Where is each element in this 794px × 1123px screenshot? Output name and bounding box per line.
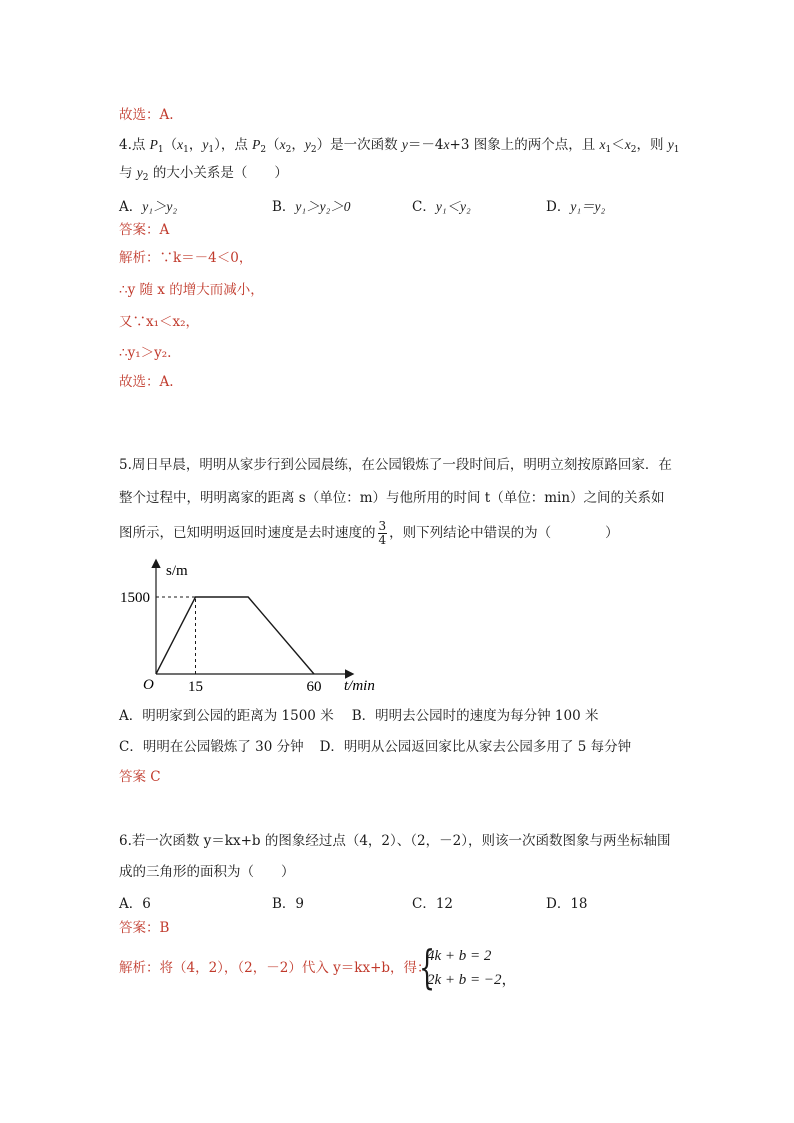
q5-stem-line3: 图所示，已知明明返回时速度是去时速度的 $\frac{3}{4}$ ，则下列结论中错误的为（ ） <box>119 519 619 547</box>
q4-analysis-3: 又∵x₁＜x₂， <box>119 314 200 330</box>
q6-option-a: A．6 <box>119 896 151 912</box>
q4-option-c: C．y₁＜y₂ <box>412 199 471 215</box>
q5-stem-line2: 整个过程中，明明离家的距离 s（单位：m）与他所用的时间 t（单位：min）之间的关系如 <box>119 490 665 506</box>
origin-label: O <box>143 677 154 693</box>
q5-option-a: A．明明家到公园的距离为 1500 米 <box>119 708 334 724</box>
distance-time-chart <box>112 553 392 698</box>
distance-series-line <box>156 597 314 674</box>
q4-option-a: A．y₁＞y₂ <box>119 199 178 215</box>
q5-option-d: D．明明从公园返回家比从家去公园多用了 5 每分钟 <box>319 739 632 755</box>
q6-option-d: D．18 <box>546 896 588 912</box>
q4-stem-line2: 与 $y_2$ 的大小关系是（ ） <box>119 165 288 183</box>
y-axis-label: s/m <box>166 563 188 579</box>
q4-analysis-2: ∴y 随 x 的增大而减小， <box>119 282 264 298</box>
q5-option-c: C．明明在公园锻炼了 30 分钟 <box>119 739 304 755</box>
y-tick-label-1500: 1500 <box>120 590 150 606</box>
x-axis-label: t/min <box>344 678 375 694</box>
q6-option-b: B．9 <box>272 896 305 912</box>
q6-answer: 答案：B <box>119 920 170 936</box>
x-tick-label-60: 60 <box>306 679 322 695</box>
q4-analysis-4: ∴y₁＞y₂. <box>119 345 172 361</box>
q4-final-answer: 故选：A. <box>119 374 174 390</box>
q3-final-answer: 故选：A. <box>119 107 174 123</box>
q4-option-b: B．y₁＞y₂＞0 <box>272 199 351 215</box>
q6-stem-line2: 成的三角形的面积为（ ） <box>119 864 295 880</box>
q5-option-b: B．明明去公园时的速度为每分钟 100 米 <box>351 708 599 724</box>
equation-2: 2k + b = −2， <box>427 972 517 988</box>
q5-options-row1 <box>119 706 598 726</box>
q4-analysis-1: 解析：∵k＝－4＜0， <box>119 250 253 266</box>
equation-system-brace: { <box>419 940 436 994</box>
q4-answer: 答案：A <box>119 222 170 238</box>
fraction-three-quarters: $\frac{3}{4}$ <box>378 519 387 547</box>
q4-stem-line1: 4.点 $P_1(x_1$，$y_1$），点 $P_2(x_2$，$y_2$）是一次函数 y＝－4x+3 图象上的两个点，且 $x_1<x_2$，则 $y_1$ <box>119 137 680 155</box>
q5-stem-line1: 5.周日早晨，明明从家步行到公园晨练，在公园锻炼了一段时间后，明明立刻按原路回家．在 <box>119 457 672 473</box>
q5-answer: 答案 C <box>119 769 161 785</box>
q6-stem-line1: 6.若一次函数 y＝kx+b 的图象经过点（4，2）、（2，－2），则该一次函数图象与两坐标轴围 <box>119 833 671 849</box>
equation-system <box>427 944 517 992</box>
q5-options-row2 <box>119 737 631 757</box>
q6-option-c: C．12 <box>412 896 454 912</box>
equation-1: 4k + b = 2 <box>427 948 492 964</box>
x-tick-label-15: 15 <box>188 679 203 695</box>
q4-option-d: D．y₁＝y₂ <box>546 199 606 215</box>
q6-analysis: 解析：将（4，2），（2，－2）代入 y＝kx+b，得： <box>119 960 431 976</box>
